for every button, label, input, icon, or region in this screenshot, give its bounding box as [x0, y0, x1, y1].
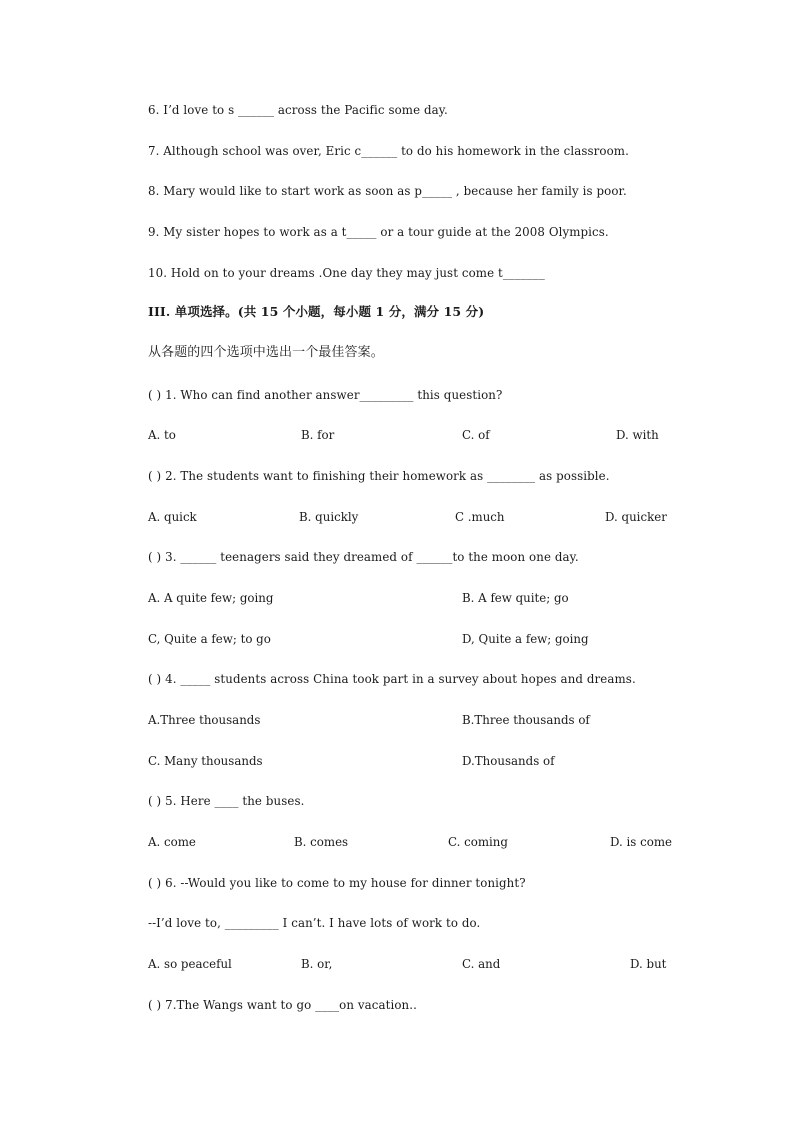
q1-option-b: B. for — [301, 428, 335, 442]
q5-option-d: D. is come — [610, 835, 672, 849]
q1-option-d: D. with — [616, 428, 659, 442]
question-6-dialogue-reply: --I’d love to, _________ I can’t. I have lots of work to do. — [148, 916, 481, 930]
q2-option-d: D. quicker — [605, 510, 667, 524]
q6-option-b: B. or, — [301, 957, 333, 971]
q6-option-c: C. and — [462, 957, 501, 971]
question-1-stem: ( ) 1. Who can find another answer_________ this question? — [148, 388, 503, 402]
question-5-stem: ( ) 5. Here ____ the buses. — [148, 794, 305, 808]
q3-option-d: D, Quite a few; going — [462, 632, 589, 646]
q4-option-d: D.Thousands of — [462, 754, 555, 768]
q6-option-a: A. so peaceful — [148, 957, 232, 971]
section-heading: III. 单项选择。(共 15 个小题，每小题 1 分，满分 15 分) — [148, 304, 485, 319]
fill-blank-9: 9. My sister hopes to work as a t_____ or a tour guide at the 2008 Olympics. — [148, 225, 609, 239]
question-3-stem: ( ) 3. ______ teenagers said they dreamed of ______to the moon one day. — [148, 550, 579, 564]
fill-blank-6: 6. I’d love to s ______ across the Pacific some day. — [148, 103, 448, 117]
q3-option-b: B. A few quite; go — [462, 591, 569, 605]
question-6-stem: ( ) 6. --Would you like to come to my house for dinner tonight? — [148, 876, 526, 890]
q5-option-a: A. come — [148, 835, 196, 849]
q2-option-a: A. quick — [148, 510, 197, 524]
q3-option-c: C, Quite a few; to go — [148, 632, 271, 646]
q1-option-a: A. to — [148, 428, 176, 442]
q3-option-a: A. A quite few; going — [148, 591, 274, 605]
q2-option-c: C .much — [455, 510, 505, 524]
fill-blank-10: 10. Hold on to your dreams .One day they may just come t_______ — [148, 266, 545, 280]
q2-option-b: B. quickly — [299, 510, 359, 524]
q1-option-c: C. of — [462, 428, 490, 442]
question-2-stem: ( ) 2. The students want to finishing their homework as ________ as possible. — [148, 469, 610, 483]
q4-option-c: C. Many thousands — [148, 754, 263, 768]
q5-option-c: C. coming — [448, 835, 508, 849]
section-instruction: 从各题的四个选项中选出一个最佳答案。 — [148, 345, 384, 360]
q4-option-b: B.Three thousands of — [462, 713, 590, 727]
q4-option-a: A.Three thousands — [148, 713, 261, 727]
q5-option-b: B. comes — [294, 835, 349, 849]
question-4-stem: ( ) 4. _____ students across China took part in a survey about hopes and dreams. — [148, 672, 636, 686]
question-7-stem: ( ) 7.The Wangs want to go ____on vacation.. — [148, 998, 417, 1012]
q6-option-d: D. but — [630, 957, 667, 971]
fill-blank-8: 8. Mary would like to start work as soon as p_____ , because her family is poor. — [148, 184, 627, 198]
fill-blank-7: 7. Although school was over, Eric c______ to do his homework in the classroom. — [148, 144, 629, 158]
